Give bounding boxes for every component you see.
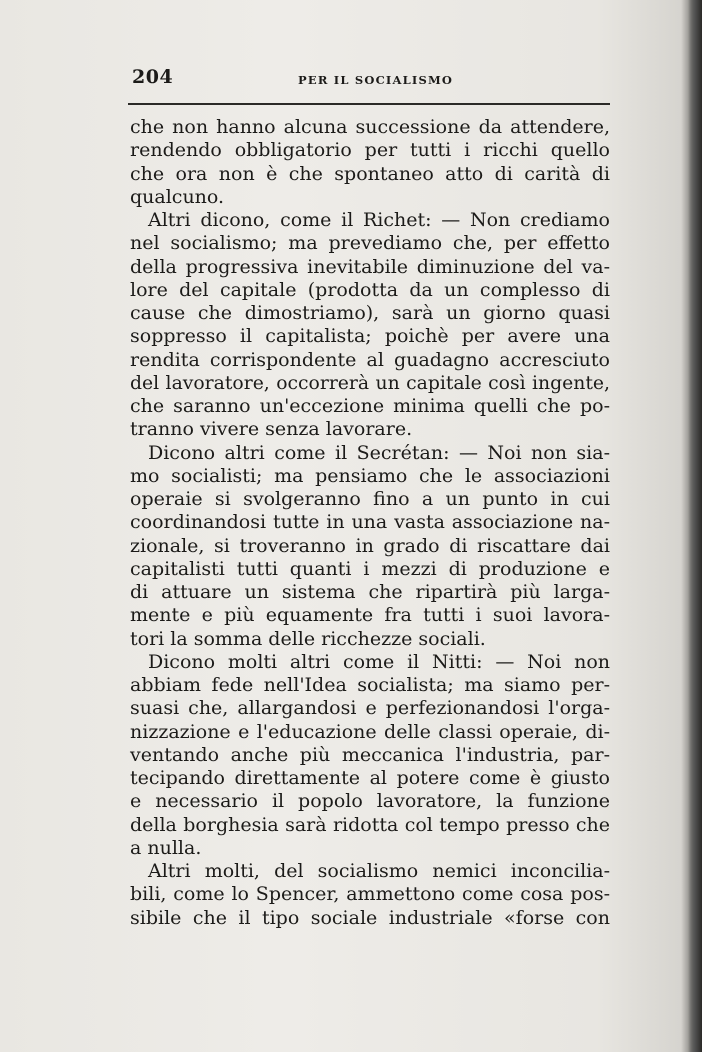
text-line: che saranno un'eccezione minima quelli che po- [130,395,610,417]
text-line: rendita corrispondente al guadagno accresciuto [130,348,610,371]
text-line: cause che dimostriamo), sarà un giorno quasi [130,302,610,324]
text-line: rendendo obbligatorio per tutti i ricchi quello [130,139,610,162]
text-line: abbiam fede nell'Idea socialista; ma siamo per- [130,674,610,696]
text-line: tecipando direttamente al potere come è giusto [130,767,610,789]
text-line: del lavoratore, occorrerà un capitale così ingente, [130,372,610,394]
text-line: che ora non è che spontaneo atto di carità di [130,162,610,185]
header-rule [128,103,610,105]
text-line: che non hanno alcuna successione da attendere, [130,116,610,138]
text-line: della borghesia sarà ridotta col tempo presso che [130,813,610,836]
page-edge-shadow [688,0,702,1052]
body-text [130,116,610,930]
text-line: Dicono altri come il Secrétan: — Noi non sia- [148,441,610,464]
text-line: di attuare un sistema che ripartirà più larga- [130,581,610,603]
text-line: Dicono molti altri come il Nitti: — Noi non [148,650,610,673]
text-line: della progressiva inevitabile diminuzione del va- [130,255,610,278]
text-line: suasi che, allargandosi e perfezionandosi l'orga- [130,697,610,720]
text-line: mente e più equamente fra tutti i suoi lavora- [130,604,610,627]
text-line: capitalisti tutti quanti i mezzi di produzione e [130,557,610,580]
text-line: Altri molti, del socialismo nemici inconcilia- [148,860,610,882]
text-line: e necessario il popolo lavoratore, la funzione [130,790,610,813]
text-line: soppresso il capitalista; poichè per avere una [130,325,610,348]
text-line: nel socialismo; ma prevediamo che, per effetto [130,232,610,255]
text-line: mo socialisti; ma pensiamo che le associazioni [130,464,610,487]
text-line: a nulla. [130,836,202,859]
text-line: tori la somma delle ricchezze sociali. [130,627,486,650]
text-line: tranno vivere senza lavorare. [130,418,413,441]
page-header [120,66,610,92]
text-line: sibile che il tipo sociale industriale «forse con [130,906,610,929]
text-line: operaie si svolgeranno fino a un punto in cui [130,488,610,510]
running-head: PER IL SOCIALISMO [298,73,454,87]
text-line: qualcuno. [130,185,225,208]
page-number: 204 [132,66,174,88]
text-line: Altri dicono, come il Richet: — Non crediamo [148,209,610,231]
text-line: nizzazione e l'educazione delle classi operaie, di- [130,720,610,743]
text-line: lore del capitale (prodotta da un complesso di [130,278,610,301]
text-line: ventando anche più meccanica l'industria, par- [130,743,610,766]
text-line: zionale, si troveranno in grado di riscattare dai [130,534,610,557]
text-line: bili, come lo Spencer, ammettono come cosa pos- [130,883,610,906]
text-line: coordinandosi tutte in una vasta associazione na- [130,511,610,534]
